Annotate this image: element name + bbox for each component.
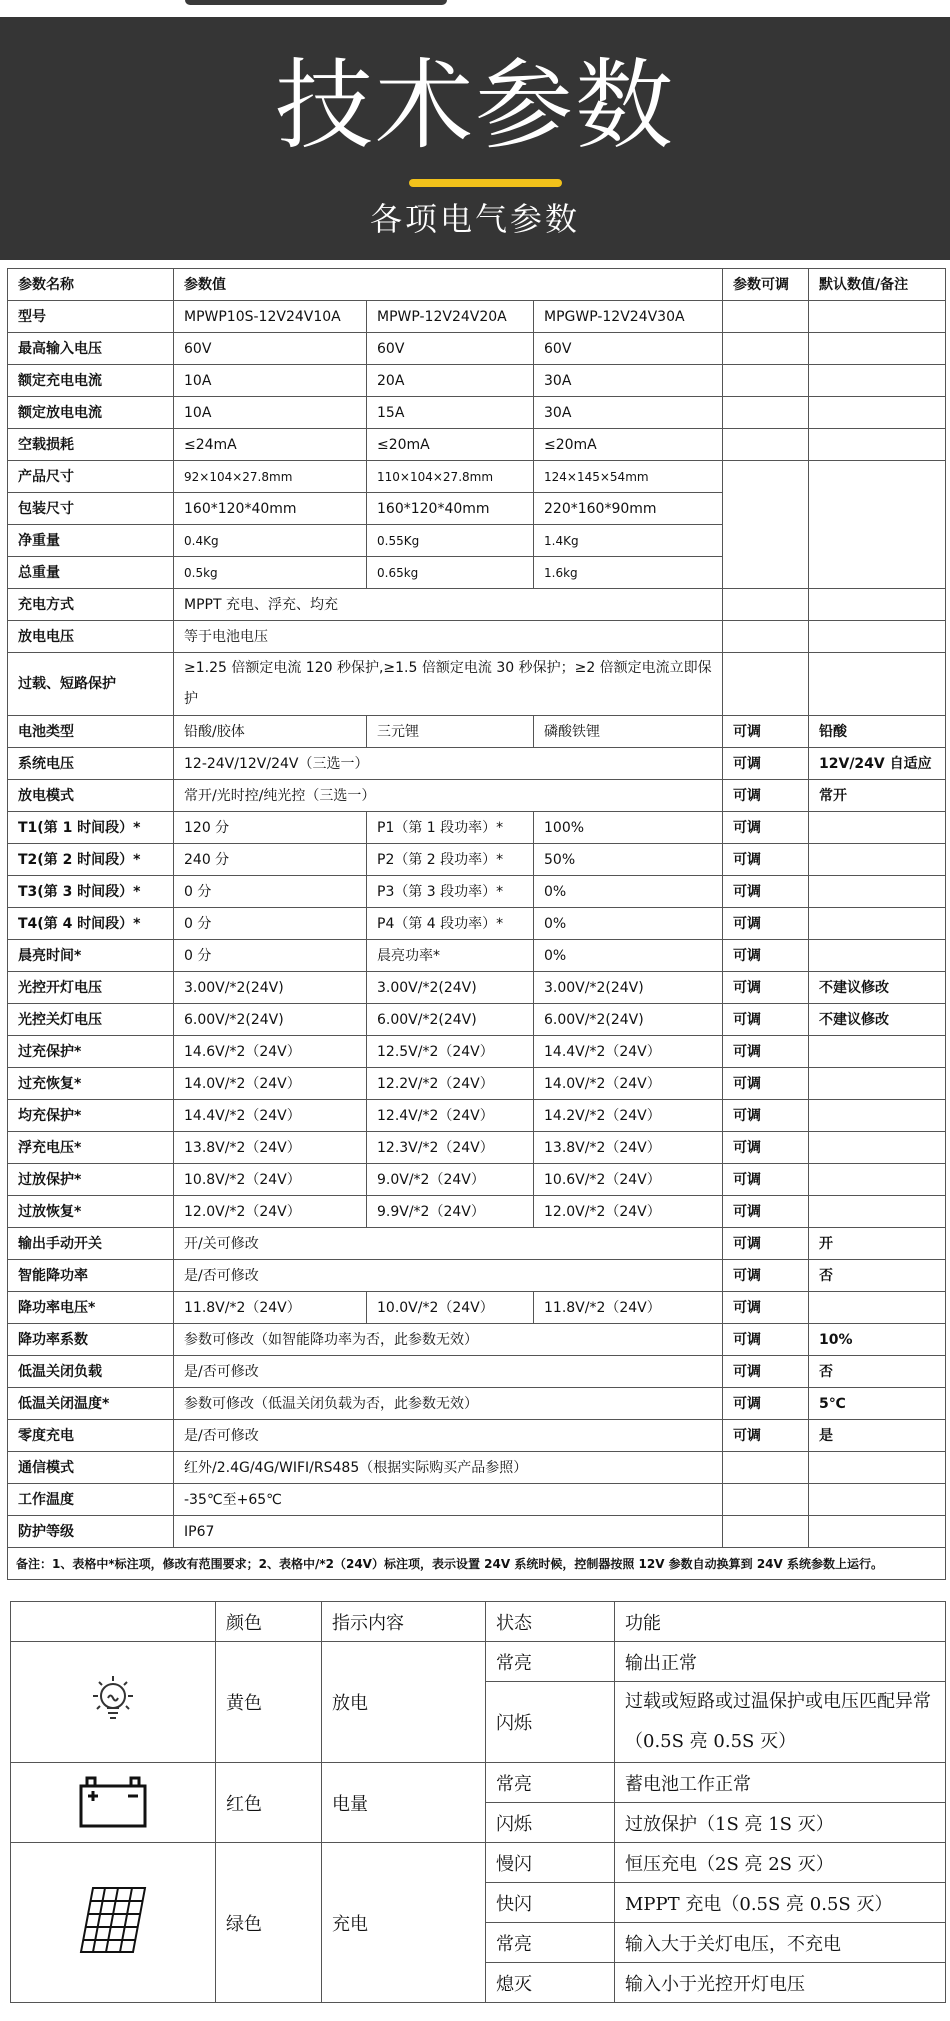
table-row — [8, 1036, 946, 1068]
adjustable-cell: 可调 — [723, 1324, 809, 1356]
param-name: T2(第 2 时间段）* — [8, 844, 174, 876]
param-name: P2（第 2 段功率）* — [367, 844, 534, 876]
indicator-header-row — [11, 1602, 946, 1642]
adjustable-cell — [723, 365, 809, 397]
table-row — [8, 1420, 946, 1452]
default-cell — [809, 365, 946, 397]
param-name: 浮充电压* — [8, 1132, 174, 1164]
default-cell — [809, 1484, 946, 1516]
param-value: 参数可修改（如智能降功率为否，此参数无效） — [174, 1324, 723, 1356]
param-value: 30A — [534, 397, 723, 429]
header-cell: 状态 — [486, 1602, 615, 1642]
param-value: 是/否可修改 — [174, 1356, 723, 1388]
param-value: 14.4V/*2（24V） — [174, 1100, 367, 1132]
table-row — [8, 1324, 946, 1356]
header-cell: 指示内容 — [322, 1602, 486, 1642]
param-value: 160*120*40mm — [174, 493, 367, 525]
table-row — [8, 365, 946, 397]
param-name: 低温关闭负载 — [8, 1356, 174, 1388]
table-row — [8, 333, 946, 365]
indicator-color: 黄色 — [216, 1642, 322, 1763]
param-value: 12.5V/*2（24V） — [367, 1036, 534, 1068]
param-value: 13.8V/*2（24V） — [534, 1132, 723, 1164]
default-cell — [809, 1516, 946, 1548]
param-value: 10.0V/*2（24V） — [367, 1292, 534, 1324]
param-value: 60V — [174, 333, 367, 365]
param-value: 9.0V/*2（24V） — [367, 1164, 534, 1196]
default-cell — [809, 1164, 946, 1196]
indicator-content: 放电 — [322, 1642, 486, 1763]
adjustable-cell: 可调 — [723, 1164, 809, 1196]
param-value: MPWP10S-12V24V10A — [174, 301, 367, 333]
param-name: 智能降功率 — [8, 1260, 174, 1292]
table-row — [8, 1388, 946, 1420]
param-value: 0.4Kg — [174, 525, 367, 557]
indicator-icon-cell — [11, 1642, 216, 1763]
param-value: 30A — [534, 365, 723, 397]
table-row — [8, 716, 946, 748]
default-cell: 12V/24V 自适应 — [809, 748, 946, 780]
default-cell — [809, 1068, 946, 1100]
param-value: 12.0V/*2（24V） — [174, 1196, 367, 1228]
adjustable-cell — [723, 301, 809, 333]
table-row — [8, 1292, 946, 1324]
param-name: 充电方式 — [8, 589, 174, 621]
default-cell — [809, 1132, 946, 1164]
param-name: 产品尺寸 — [8, 461, 174, 493]
indicator-state: 快闪 — [486, 1883, 615, 1923]
table-row — [8, 1484, 946, 1516]
adjustable-cell: 可调 — [723, 812, 809, 844]
param-value: 15A — [367, 397, 534, 429]
param-value: 220*160*90mm — [534, 493, 723, 525]
param-value: 50% — [534, 844, 723, 876]
param-value: 0 分 — [174, 876, 367, 908]
param-name: 均充保护* — [8, 1100, 174, 1132]
param-name: 降功率电压* — [8, 1292, 174, 1324]
default-cell — [809, 940, 946, 972]
param-value: 160*120*40mm — [367, 493, 534, 525]
header-cell: 参数值 — [174, 269, 723, 301]
default-cell — [809, 1196, 946, 1228]
param-name: 系统电压 — [8, 748, 174, 780]
param-name: 放电电压 — [8, 621, 174, 653]
table-note: 备注：1、表格中*标注项，修改有范围要求；2、表格中/*2（24V）标注项，表示设置 24V 系统时候，控制器按照 12V 参数自动换算到 24V 系统参数上运行。 — [8, 1548, 946, 1580]
table-row — [8, 621, 946, 653]
param-value: 110×104×27.8mm — [367, 461, 534, 493]
param-name: 放电模式 — [8, 780, 174, 812]
table-row — [8, 1004, 946, 1036]
param-value: 92×104×27.8mm — [174, 461, 367, 493]
table-row — [8, 429, 946, 461]
param-value: MPGWP-12V24V30A — [534, 301, 723, 333]
table-row — [8, 1452, 946, 1484]
adjustable-cell: 可调 — [723, 1388, 809, 1420]
indicator-state: 闪烁 — [486, 1682, 615, 1763]
param-value: 0.65kg — [367, 557, 534, 589]
adjustable-cell — [723, 1484, 809, 1516]
param-value: 124×145×54mm — [534, 461, 723, 493]
default-cell — [809, 908, 946, 940]
adjustable-cell — [723, 621, 809, 653]
table-row — [8, 940, 946, 972]
param-value: 常开/光时控/纯光控（三选一） — [174, 780, 723, 812]
indicator-row — [11, 1843, 946, 1883]
param-value: 240 分 — [174, 844, 367, 876]
adjustable-cell: 可调 — [723, 1420, 809, 1452]
param-value: 3.00V/*2(24V) — [534, 972, 723, 1004]
indicator-function: 恒压充电（2S 亮 2S 灭） — [615, 1843, 946, 1883]
param-value: 60V — [534, 333, 723, 365]
adjustable-cell: 可调 — [723, 940, 809, 972]
adjustable-cell: 可调 — [723, 908, 809, 940]
table-row — [8, 1068, 946, 1100]
param-value: MPPT 充电、浮充、均充 — [174, 589, 723, 621]
indicator-icon-cell — [11, 1763, 216, 1843]
param-value: 10A — [174, 365, 367, 397]
param-value: 6.00V/*2(24V) — [367, 1004, 534, 1036]
indicator-color: 红色 — [216, 1763, 322, 1843]
table-row — [8, 1228, 946, 1260]
table-header-row — [8, 269, 946, 301]
adjustable-cell: 可调 — [723, 1292, 809, 1324]
default-cell — [809, 812, 946, 844]
default-cell — [809, 1036, 946, 1068]
table-row — [8, 1196, 946, 1228]
param-value: ≤20mA — [534, 429, 723, 461]
battery-icon — [73, 1816, 153, 1837]
param-name: T3(第 3 时间段）* — [8, 876, 174, 908]
param-value: 10.8V/*2（24V） — [174, 1164, 367, 1196]
header-cell: 参数名称 — [8, 269, 174, 301]
param-name: 电池类型 — [8, 716, 174, 748]
indicator-function: MPPT 充电（0.5S 亮 0.5S 灭） — [615, 1883, 946, 1923]
indicator-function: 过载或短路或过温保护或电压匹配异常（0.5S 亮 0.5S 灭） — [615, 1682, 946, 1763]
param-name: 晨亮时间* — [8, 940, 174, 972]
adjustable-cell — [723, 1516, 809, 1548]
param-value: 11.8V/*2（24V） — [174, 1292, 367, 1324]
indicator-function: 输入大于关灯电压，不充电 — [615, 1923, 946, 1963]
indicator-function: 过放保护（1S 亮 1S 灭） — [615, 1803, 946, 1843]
section-header — [0, 17, 950, 260]
adjustable-cell — [723, 333, 809, 365]
adjustable-cell: 可调 — [723, 876, 809, 908]
param-name: 晨亮功率* — [367, 940, 534, 972]
top-strip — [0, 0, 950, 17]
header-cell: 默认数值/备注 — [809, 269, 946, 301]
table-row — [8, 780, 946, 812]
param-value: 60V — [367, 333, 534, 365]
default-cell: 否 — [809, 1356, 946, 1388]
header-cell: 颜色 — [216, 1602, 322, 1642]
default-cell: 不建议修改 — [809, 1004, 946, 1036]
param-value: ≤24mA — [174, 429, 367, 461]
indicator-function: 蓄电池工作正常 — [615, 1763, 946, 1803]
param-value: 开/关可修改 — [174, 1228, 723, 1260]
param-value: 红外/2.4G/4G/WIFI/RS485（根据实际购买产品参照） — [174, 1452, 723, 1484]
indicator-content: 充电 — [322, 1843, 486, 2003]
param-name: 光控关灯电压 — [8, 1004, 174, 1036]
default-cell — [809, 1100, 946, 1132]
param-name: T4(第 4 时间段）* — [8, 908, 174, 940]
param-name: P1（第 1 段功率）* — [367, 812, 534, 844]
param-name: 额定充电电流 — [8, 365, 174, 397]
param-name: 包装尺寸 — [8, 493, 174, 525]
param-value: 10.6V/*2（24V） — [534, 1164, 723, 1196]
indicator-color: 绿色 — [216, 1843, 322, 2003]
param-name: 零度充电 — [8, 1420, 174, 1452]
adjustable-cell: 可调 — [723, 1100, 809, 1132]
header-cell: 功能 — [615, 1602, 946, 1642]
indicator-state: 常亮 — [486, 1763, 615, 1803]
adjustable-cell — [723, 429, 809, 461]
table-row — [8, 1516, 946, 1548]
param-name: T1(第 1 时间段）* — [8, 812, 174, 844]
adjustable-cell: 可调 — [723, 844, 809, 876]
default-cell — [809, 461, 946, 589]
param-name: 净重量 — [8, 525, 174, 557]
param-value: 0% — [534, 876, 723, 908]
param-name: 通信模式 — [8, 1452, 174, 1484]
default-cell: 铅酸 — [809, 716, 946, 748]
note-row — [8, 1548, 946, 1580]
default-cell — [809, 333, 946, 365]
param-value: 120 分 — [174, 812, 367, 844]
adjustable-cell — [723, 589, 809, 621]
param-name: 降功率系数 — [8, 1324, 174, 1356]
adjustable-cell: 可调 — [723, 716, 809, 748]
lightbulb-icon — [81, 1716, 145, 1737]
default-cell: 常开 — [809, 780, 946, 812]
indicator-state: 常亮 — [486, 1642, 615, 1682]
param-value: 100% — [534, 812, 723, 844]
param-value: 14.2V/*2（24V） — [534, 1100, 723, 1132]
product-image-edge — [185, 0, 447, 5]
param-value: IP67 — [174, 1516, 723, 1548]
param-name: P3（第 3 段功率）* — [367, 876, 534, 908]
solar-panel-icon — [71, 1946, 155, 1967]
default-cell: 否 — [809, 1260, 946, 1292]
default-cell — [809, 653, 946, 716]
param-name: 最高输入电压 — [8, 333, 174, 365]
param-name: P4（第 4 段功率）* — [367, 908, 534, 940]
adjustable-cell: 可调 — [723, 748, 809, 780]
param-value: 10A — [174, 397, 367, 429]
adjustable-cell: 可调 — [723, 780, 809, 812]
param-value: 14.0V/*2（24V） — [174, 1068, 367, 1100]
param-value: 11.8V/*2（24V） — [534, 1292, 723, 1324]
param-value: 0% — [534, 908, 723, 940]
table-row — [8, 908, 946, 940]
indicator-table — [10, 1601, 946, 2003]
param-value: 1.4Kg — [534, 525, 723, 557]
table-row — [8, 876, 946, 908]
param-name: 低温关闭温度* — [8, 1388, 174, 1420]
table-row — [8, 972, 946, 1004]
indicator-state: 熄灭 — [486, 1963, 615, 2003]
default-cell — [809, 589, 946, 621]
default-cell — [809, 1452, 946, 1484]
section-title: 技术参数 — [274, 49, 675, 163]
param-value: 3.00V/*2(24V) — [367, 972, 534, 1004]
adjustable-cell — [723, 653, 809, 716]
param-name: 型号 — [8, 301, 174, 333]
table-row — [8, 1356, 946, 1388]
default-cell — [809, 844, 946, 876]
param-name: 输出手动开关 — [8, 1228, 174, 1260]
indicator-icon-cell — [11, 1843, 216, 2003]
table-row — [8, 589, 946, 621]
default-cell — [809, 397, 946, 429]
adjustable-cell — [723, 1452, 809, 1484]
param-value: 12.3V/*2（24V） — [367, 1132, 534, 1164]
param-value: 3.00V/*2(24V) — [174, 972, 367, 1004]
param-value: 铅酸/胶体 — [174, 716, 367, 748]
adjustable-cell: 可调 — [723, 1356, 809, 1388]
table-row — [8, 301, 946, 333]
table-row — [8, 1100, 946, 1132]
adjustable-cell: 可调 — [723, 972, 809, 1004]
default-cell — [809, 429, 946, 461]
adjustable-cell: 可调 — [723, 1068, 809, 1100]
param-value: 12.2V/*2（24V） — [367, 1068, 534, 1100]
table-row — [8, 1132, 946, 1164]
indicator-row — [11, 1642, 946, 1682]
adjustable-cell: 可调 — [723, 1228, 809, 1260]
header-cell: 参数可调 — [723, 269, 809, 301]
table-row — [8, 1260, 946, 1292]
adjustable-cell: 可调 — [723, 1004, 809, 1036]
param-name: 过充保护* — [8, 1036, 174, 1068]
param-value: 磷酸铁锂 — [534, 716, 723, 748]
param-value: 6.00V/*2(24V) — [174, 1004, 367, 1036]
spec-table — [7, 268, 946, 1580]
param-value: MPWP-12V24V20A — [367, 301, 534, 333]
adjustable-cell: 可调 — [723, 1260, 809, 1292]
default-cell: 5℃ — [809, 1388, 946, 1420]
param-value: 9.9V/*2（24V） — [367, 1196, 534, 1228]
table-row — [8, 844, 946, 876]
param-value: ≥1.25 倍额定电流 120 秒保护,≥1.5 倍额定电流 30 秒保护；≥2 倍额定电流立即保护 — [174, 653, 723, 716]
default-cell — [809, 1292, 946, 1324]
param-value: 13.8V/*2（24V） — [174, 1132, 367, 1164]
param-value: 0 分 — [174, 908, 367, 940]
indicator-function: 输入小于光控开灯电压 — [615, 1963, 946, 2003]
param-value: 14.0V/*2（24V） — [534, 1068, 723, 1100]
table-row — [8, 653, 946, 716]
param-value: 14.4V/*2（24V） — [534, 1036, 723, 1068]
table-row — [8, 748, 946, 780]
param-value: 三元锂 — [367, 716, 534, 748]
default-cell — [809, 621, 946, 653]
table-row — [8, 812, 946, 844]
param-value: 12.4V/*2（24V） — [367, 1100, 534, 1132]
adjustable-cell: 可调 — [723, 1036, 809, 1068]
section-subtitle: 各项电气参数 — [369, 200, 580, 238]
table-row — [8, 461, 946, 493]
default-cell — [809, 301, 946, 333]
param-value: 参数可修改（低温关闭负载为否，此参数无效） — [174, 1388, 723, 1420]
adjustable-cell — [723, 397, 809, 429]
default-cell: 开 — [809, 1228, 946, 1260]
table-row — [8, 1164, 946, 1196]
param-value: 12-24V/12V/24V（三选一） — [174, 748, 723, 780]
indicator-state: 常亮 — [486, 1923, 615, 1963]
param-name: 空载损耗 — [8, 429, 174, 461]
param-name: 过充恢复* — [8, 1068, 174, 1100]
param-value: -35℃至+65℃ — [174, 1484, 723, 1516]
adjustable-cell: 可调 — [723, 1196, 809, 1228]
param-name: 过放恢复* — [8, 1196, 174, 1228]
param-value: 0 分 — [174, 940, 367, 972]
param-value: 0.55Kg — [367, 525, 534, 557]
param-value: 1.6kg — [534, 557, 723, 589]
param-value: 是/否可修改 — [174, 1260, 723, 1292]
adjustable-cell — [723, 461, 809, 589]
param-value: ≤20mA — [367, 429, 534, 461]
param-value: 0.5kg — [174, 557, 367, 589]
param-value: 6.00V/*2(24V) — [534, 1004, 723, 1036]
param-name: 光控开灯电压 — [8, 972, 174, 1004]
indicator-content: 电量 — [322, 1763, 486, 1843]
param-value: 12.0V/*2（24V） — [534, 1196, 723, 1228]
default-cell: 是 — [809, 1420, 946, 1452]
param-name: 过放保护* — [8, 1164, 174, 1196]
default-cell — [809, 876, 946, 908]
table-row — [8, 397, 946, 429]
param-value: 14.6V/*2（24V） — [174, 1036, 367, 1068]
icon-header-cell — [11, 1602, 216, 1642]
indicator-state: 慢闪 — [486, 1843, 615, 1883]
indicator-row — [11, 1763, 946, 1803]
default-cell: 不建议修改 — [809, 972, 946, 1004]
param-name: 总重量 — [8, 557, 174, 589]
param-value: 20A — [367, 365, 534, 397]
title-underline — [409, 179, 562, 187]
param-name: 工作温度 — [8, 1484, 174, 1516]
param-value: 等于电池电压 — [174, 621, 723, 653]
param-name: 过载、短路保护 — [8, 653, 174, 716]
param-name: 防护等级 — [8, 1516, 174, 1548]
indicator-function: 输出正常 — [615, 1642, 946, 1682]
default-cell: 10% — [809, 1324, 946, 1356]
indicator-state: 闪烁 — [486, 1803, 615, 1843]
param-value: 是/否可修改 — [174, 1420, 723, 1452]
param-value: 0% — [534, 940, 723, 972]
param-name: 额定放电电流 — [8, 397, 174, 429]
adjustable-cell: 可调 — [723, 1132, 809, 1164]
